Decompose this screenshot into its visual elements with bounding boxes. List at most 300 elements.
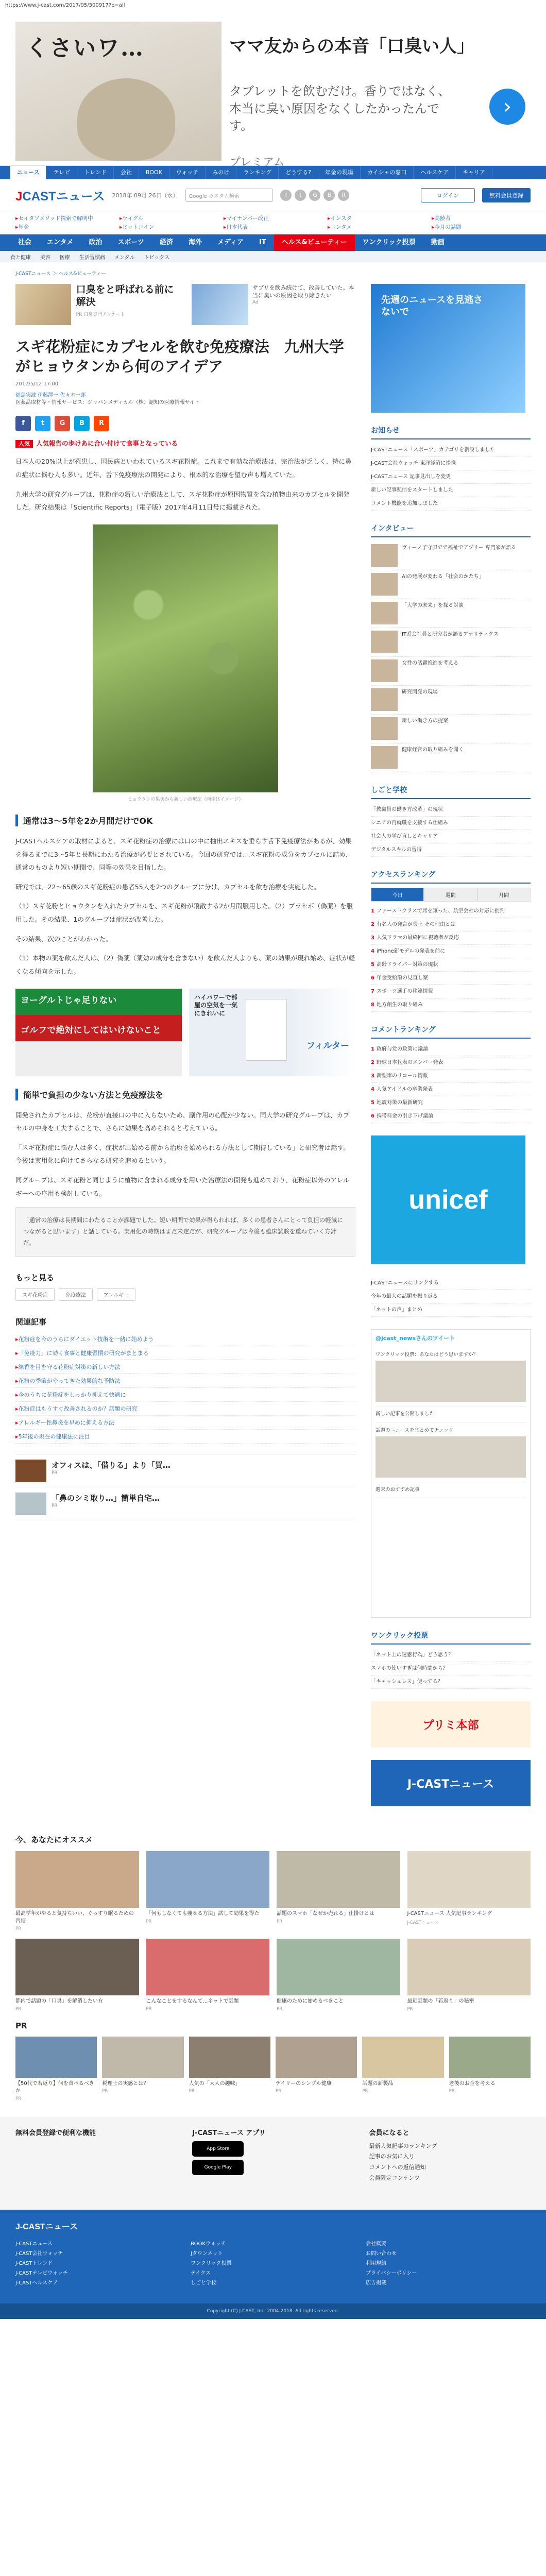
news-item[interactable]: J-CAST会社ウォッチ 東洋経済に提携 bbox=[371, 457, 531, 470]
card-title: J-CASTニュース 人気記事ランキング bbox=[407, 1911, 492, 1917]
card-title: 話題のスマホ「なぜか売れる」仕掛けとは bbox=[277, 1911, 374, 1917]
category-tab[interactable]: メディア bbox=[217, 239, 244, 246]
article-author bbox=[15, 392, 355, 406]
logo-prefix: J bbox=[15, 190, 23, 204]
register-button[interactable]: 無料会員登録 bbox=[482, 188, 531, 202]
partner-link[interactable]: 「ネットの声」まとめ bbox=[371, 1303, 531, 1317]
footer-link[interactable]: Jタウンネット bbox=[191, 2250, 223, 2257]
paragraph: 九州大学の研究グループは、花粉症の新しい治療法として、スギ花粉症が原因物質を含む植物由来のカプセルを開発した。研究結果は「Scientific Reports」（電子版）2017年4月11日号に掲載された。 bbox=[15, 490, 350, 512]
header bbox=[0, 179, 546, 211]
card-source: PR bbox=[15, 1926, 22, 1931]
card-title: 老後のお金を考える bbox=[449, 2080, 496, 2087]
card-image bbox=[277, 1851, 400, 1908]
related-link[interactable]: ▸ 「免疫力」に効く食事と健康習慣の研究がまとまる bbox=[15, 1346, 355, 1360]
poll-item[interactable]: 「ネット上の迷惑行為」どう思う？ bbox=[371, 1649, 531, 1662]
ad-title: オフィスは、「借りる」より「買… bbox=[52, 1460, 170, 1470]
footer-link[interactable]: お問い合わせ bbox=[366, 2250, 397, 2257]
top-ad-bigtext: くさいワ… bbox=[26, 35, 144, 61]
subcategory-link[interactable]: トピックス bbox=[144, 255, 170, 261]
rank-number: 1 bbox=[371, 1046, 374, 1052]
card-image bbox=[277, 1939, 400, 1995]
category-tab[interactable]: エンタメ bbox=[47, 239, 74, 246]
article-title: スギ花粉症にカプセルを飲む免疫療法 九州大学がヒョウタンから何のアイデア bbox=[15, 338, 344, 375]
interview-title: インタビュー bbox=[371, 523, 531, 537]
current-date: 2018年 09月 26日（水） bbox=[112, 192, 179, 199]
perk-item: コメントへの返信通知 bbox=[369, 2164, 426, 2171]
ranking-item[interactable] bbox=[371, 998, 531, 1012]
category-tab[interactable]: 社会 bbox=[18, 239, 32, 246]
brand-banner-1[interactable]: プリミ本部 bbox=[371, 1701, 531, 1748]
school-title: しごと学校 bbox=[371, 785, 531, 799]
recommend-card[interactable] bbox=[146, 1939, 270, 2012]
header-social-icon[interactable]: B bbox=[323, 190, 335, 201]
card-title: 話題の新製品 bbox=[362, 2080, 394, 2087]
interview-text: IT系会社員と研究者が語るアナリティクス bbox=[402, 632, 499, 637]
school-item[interactable]: デジタルスキルの習得 bbox=[371, 843, 531, 857]
twitter-icon[interactable]: t bbox=[35, 416, 50, 431]
logo-text: CASTニュース bbox=[22, 190, 105, 204]
ranking-item[interactable] bbox=[371, 972, 531, 985]
tag-list bbox=[15, 1288, 355, 1301]
site-logo[interactable] bbox=[15, 186, 105, 204]
recommend-card[interactable] bbox=[277, 1851, 400, 1931]
more-title: もっと見る bbox=[15, 1273, 55, 1282]
article-lead bbox=[15, 438, 355, 448]
footer-link[interactable]: 会社概要 bbox=[366, 2241, 386, 2247]
partner-sites-title: PR bbox=[15, 2021, 27, 2030]
tweet[interactable] bbox=[376, 1482, 526, 1498]
interview-item[interactable] bbox=[371, 570, 531, 599]
ranking-item-text: ファーストクラスで席を譲った、航空会社の対応に批判 bbox=[376, 908, 505, 914]
mid-ad-yogurt[interactable] bbox=[15, 989, 182, 1076]
subcategory-link[interactable]: 美容 bbox=[40, 255, 50, 261]
related-link[interactable]: ▸ 花粉の季節がやってきた効果的な予防法 bbox=[15, 1374, 355, 1388]
category-tab[interactable]: ワンクリック投票 bbox=[362, 239, 416, 246]
card-title: 健康のために始めるべきこと bbox=[277, 1998, 344, 2004]
tweet-text: 新しい記事を公開しました bbox=[376, 1411, 435, 1417]
subcategory-link[interactable]: 食と健康 bbox=[10, 255, 31, 261]
partner-link[interactable]: 今年の最大の話題を振り返る bbox=[371, 1290, 531, 1303]
ranking-item[interactable] bbox=[371, 918, 531, 931]
rank-number: 6 bbox=[371, 1113, 374, 1119]
rank-number: 2 bbox=[371, 1060, 374, 1065]
mid-ads bbox=[15, 989, 355, 1076]
tweet[interactable] bbox=[376, 1406, 526, 1422]
trending-link[interactable]: ▸ 今月の話題 bbox=[432, 223, 531, 231]
footer-features bbox=[0, 2117, 546, 2210]
trending-link[interactable]: ▸ エンタメ bbox=[328, 223, 426, 231]
ranking-item[interactable] bbox=[371, 931, 531, 945]
partner-card[interactable] bbox=[15, 2037, 97, 2102]
google-icon[interactable]: G bbox=[55, 416, 70, 431]
interview-item[interactable] bbox=[371, 628, 531, 657]
interview-item[interactable] bbox=[371, 657, 531, 686]
ad-sub: PR bbox=[52, 1470, 58, 1476]
brand-banner-2[interactable]: J-CASTニュース bbox=[371, 1760, 531, 1806]
comment-item-text: 携帯料金の引き下げ議論 bbox=[376, 1113, 433, 1119]
ranking-item-text: iPhone新モデルの発表を前に bbox=[376, 948, 446, 954]
related-link[interactable]: ▸ アレルギー性鼻炎を早めに抑える方法 bbox=[15, 1416, 355, 1430]
top-ad-brand: プレミアム bbox=[229, 156, 285, 169]
footer-link[interactable]: J-CASTテレビウォッチ bbox=[15, 2270, 68, 2276]
comment-item-text: 地震対策の最新研究 bbox=[376, 1100, 423, 1106]
card-source: PR bbox=[275, 2089, 282, 2094]
interview-thumb bbox=[371, 573, 398, 596]
interview-thumb bbox=[371, 717, 398, 740]
lead-text: 人気報告の歩けあに合い付けて食事となっている bbox=[36, 439, 178, 448]
recommend-card[interactable] bbox=[15, 1939, 139, 2012]
app-store-button[interactable]: App Store bbox=[192, 2141, 244, 2157]
interview-text: 新しい働き方の提案 bbox=[402, 718, 448, 724]
card-image bbox=[102, 2037, 183, 2078]
ranking-item[interactable] bbox=[371, 905, 531, 918]
interview-item[interactable] bbox=[371, 541, 531, 570]
copyright: Copyright (C) J-CAST, Inc. 2004-2018. All rights reserved. bbox=[0, 2303, 546, 2319]
ranking-tab[interactable]: 今日 bbox=[371, 888, 424, 902]
category-tab[interactable]: 海外 bbox=[189, 239, 202, 246]
mini-ad-1[interactable] bbox=[15, 284, 181, 325]
topnav-item[interactable]: ランキング bbox=[236, 166, 279, 179]
side-ad[interactable] bbox=[371, 284, 525, 413]
comment-item[interactable] bbox=[371, 1110, 531, 1123]
footer-link[interactable]: しごと学校 bbox=[191, 2280, 216, 2286]
card-source: PR bbox=[277, 2006, 283, 2012]
mid-ad-airpurifier[interactable] bbox=[189, 989, 355, 1076]
card-title: 最近話題の「若返り」の秘密 bbox=[407, 1998, 474, 2004]
ad-title: 「鼻のシミ取り…」簡単自宅… bbox=[52, 1493, 160, 1503]
partner-card[interactable] bbox=[276, 2037, 357, 2102]
header-social-icon[interactable]: R bbox=[338, 190, 349, 201]
trending-link[interactable]: ▸ ウイグル bbox=[120, 214, 218, 222]
partner-card[interactable] bbox=[362, 2037, 443, 2102]
footer-link[interactable]: テイクス bbox=[191, 2270, 211, 2276]
interview-item[interactable] bbox=[371, 686, 531, 715]
news-title: お知らせ bbox=[371, 425, 531, 439]
ranking-item[interactable] bbox=[371, 945, 531, 958]
mid-ad-line2: フィルター bbox=[306, 1040, 349, 1051]
rank-number: 1 bbox=[371, 908, 374, 914]
category-tab[interactable]: ヘルス&ビューティー bbox=[274, 234, 355, 251]
perk-item: 最新人気記事のランキング bbox=[369, 2142, 437, 2149]
mini-ad-title: サプリを飲み続けて、改善していた。本当に臭いの原因を取り除きたい bbox=[252, 284, 354, 299]
subcategory-link[interactable]: メンタル bbox=[114, 255, 135, 261]
partner-card[interactable] bbox=[189, 2037, 270, 2102]
news-item[interactable]: コメント機能を追加しました bbox=[371, 497, 531, 511]
news-item[interactable]: J-CASTニュース 記事見出しを変更 bbox=[371, 470, 531, 484]
related-link[interactable]: ▸ 今のうちに花粉症をしっかり抑えて快適に bbox=[15, 1388, 355, 1402]
comment-ranking bbox=[371, 1024, 531, 1123]
mid-ad-line1: ハイパワーで部屋の空気を一気にきれいに bbox=[194, 993, 238, 1017]
tag-chip[interactable]: スギ花粉症 bbox=[15, 1288, 55, 1301]
footer-link[interactable]: J-CASTヘルスケア bbox=[15, 2280, 58, 2286]
article-datetime: 2017/5/12 17:00 bbox=[15, 381, 59, 387]
header-social-icon[interactable]: G bbox=[309, 190, 320, 201]
interview-thumb bbox=[371, 688, 398, 711]
footer-link[interactable]: 広告掲載 bbox=[366, 2280, 386, 2286]
unicef-banner[interactable]: unicef bbox=[371, 1136, 525, 1264]
card-source: PR bbox=[407, 2006, 413, 2012]
related-link[interactable]: ▸ 5年後の現在の健康法に注目 bbox=[15, 1430, 355, 1444]
comment-item-text: 政府与党の政策に議論 bbox=[376, 1046, 428, 1052]
mini-ad-image bbox=[192, 284, 248, 325]
feature-title: J-CASTニュース アプリ bbox=[192, 2129, 266, 2137]
news-item[interactable]: 新しい記事配信をスタートしました bbox=[371, 484, 531, 497]
school-item[interactable]: シニアの再就職を支援する仕組み bbox=[371, 817, 531, 830]
recommend-card[interactable] bbox=[277, 1939, 400, 2012]
top-ad-body: タブレットを飲むだけ。香りではなく、本当に臭い原因をなくしたかったんです。 bbox=[229, 84, 451, 133]
topnav-item[interactable]: 年金の現場 bbox=[318, 166, 361, 179]
footer-link[interactable]: ワンクリック投票 bbox=[191, 2260, 232, 2266]
main-column bbox=[15, 284, 355, 1819]
card-source: PR bbox=[146, 2006, 152, 2012]
mid-ad-line1: ヨーグルトじゃ足りない bbox=[21, 995, 117, 1006]
topnav-item[interactable]: みのけ bbox=[206, 166, 236, 179]
twitter-widget[interactable] bbox=[371, 1329, 531, 1618]
related-link[interactable]: ▸ 花粉症はもうすぐ改善されるのか？話題の研究 bbox=[15, 1402, 355, 1416]
dog-image bbox=[77, 78, 175, 161]
footer-link[interactable]: J-CASTトレンド bbox=[15, 2260, 53, 2266]
news-item[interactable]: J-CASTニュース「スポーツ」カテゴリを新設しました bbox=[371, 444, 531, 457]
ranking-item-text: 有名人の発言が炎上 その理由とは bbox=[376, 922, 456, 927]
ad-thumb bbox=[15, 1493, 46, 1515]
interview-item[interactable] bbox=[371, 715, 531, 743]
social-icons bbox=[280, 190, 349, 201]
comment-title: コメントランキング bbox=[371, 1024, 531, 1039]
category-tab[interactable]: スポーツ bbox=[117, 239, 144, 246]
poll-item[interactable]: 「キャッシュレス」使ってる？ bbox=[371, 1675, 531, 1689]
card-image bbox=[146, 1851, 270, 1908]
trending-link[interactable]: ▸ マイナンバー改正 bbox=[224, 214, 322, 222]
category-tab[interactable]: IT bbox=[259, 239, 266, 246]
stack-ad[interactable] bbox=[15, 1454, 355, 1487]
paragraph: 同グループは、スギ花粉と同じように植物に含まれる成分を用いた治療法の開発も進めており、花粉症以外のアレルギーへの応用も検討している。 bbox=[15, 1176, 350, 1197]
paragraph: その結果、次のことがわかった。 bbox=[15, 935, 112, 943]
recommend-card[interactable] bbox=[146, 1851, 270, 1931]
photo-caption: ヒョウタンの果実から新しい治療法（画像はイメージ） bbox=[127, 796, 244, 802]
card-source: PR bbox=[102, 2089, 108, 2094]
school-item[interactable]: 社会人の学び直しとキャリア bbox=[371, 830, 531, 843]
card-image bbox=[276, 2037, 357, 2078]
login-button[interactable]: ログイン bbox=[421, 188, 475, 202]
tweet-image bbox=[376, 1361, 526, 1402]
comment-item[interactable] bbox=[371, 1096, 531, 1110]
trending-link[interactable]: ▸ セイタソメソッド探索で解明中 bbox=[15, 214, 114, 222]
lead-badge: 人気 bbox=[15, 440, 33, 448]
section-heading: 通常は3〜5年を2か月間だけでOK bbox=[15, 815, 355, 826]
partner-card[interactable] bbox=[102, 2037, 183, 2102]
google-play-button[interactable]: Google Play bbox=[192, 2160, 244, 2175]
tweet-text: ワンクリック投票：あなたはどう思いますか？ bbox=[376, 1352, 478, 1358]
header-social-icon[interactable]: f bbox=[280, 190, 292, 201]
topnav-item[interactable]: BOOK bbox=[139, 166, 169, 179]
footer-link[interactable]: J-CAST会社ウォッチ bbox=[15, 2250, 63, 2257]
facebook-icon[interactable]: f bbox=[15, 416, 31, 431]
card-title: 最高学年がやると気持ちいい、ぐっすり眠るための習慣 bbox=[15, 1911, 134, 1924]
related-link[interactable]: ▸ 線香を目を守る花粉症対策の新しい方法 bbox=[15, 1360, 355, 1374]
mini-ad-sub: PR 口臭専門アンケート bbox=[76, 312, 125, 317]
top-ad[interactable] bbox=[0, 11, 546, 169]
card-title: デイリーのシンプル健康 bbox=[275, 2080, 332, 2087]
header-social-icon[interactable]: t bbox=[295, 190, 306, 201]
ad-sub: PR bbox=[52, 1503, 58, 1509]
recommend-card[interactable] bbox=[15, 1851, 139, 1931]
interview-item[interactable] bbox=[371, 599, 531, 628]
card-title: こんなことをするなんて…ネットで話題 bbox=[146, 1998, 239, 2004]
mini-ad-title: 口臭をと呼ばれる前に解決 bbox=[76, 284, 174, 308]
category-tab[interactable]: 政治 bbox=[89, 239, 103, 246]
mid-ad-line2: ゴルフで絶対にしてはいけないこと bbox=[21, 1025, 161, 1036]
paragraph: （1）本物の薬を飲んだ人は、（2）偽薬（薬効の成分を含まない）を飲んだ人よりも、薬の効果が現れ始め、症状が軽くなる傾向を示した。 bbox=[15, 954, 355, 975]
topnav-item[interactable]: ウォッチ bbox=[169, 166, 206, 179]
ranking-tab[interactable]: 週間 bbox=[424, 888, 477, 902]
poll-item[interactable]: スマホの使いすぎは何時間から？ bbox=[371, 1662, 531, 1675]
interview-text: AIの発展が変わる「社会のかたち」 bbox=[402, 574, 484, 580]
search-input[interactable]: Google カスタム検索 bbox=[185, 189, 273, 202]
tweet-text: 話題のニュースをまとめてチェック bbox=[376, 1427, 454, 1433]
ranking-item-text: スポーツ選手の移籍情報 bbox=[376, 989, 433, 994]
author-note: 医薬品取材等・情報サービス：ジャパンメディカル（株）認知の医療情報サイト bbox=[15, 400, 200, 406]
recommend-card[interactable] bbox=[407, 1851, 531, 1931]
category-tab[interactable]: 動画 bbox=[431, 239, 445, 246]
card-source: PR bbox=[449, 2089, 455, 2094]
comment-item[interactable] bbox=[371, 1043, 531, 1056]
trending-link[interactable]: ▸ 高齢者 bbox=[432, 214, 531, 222]
comment-item[interactable] bbox=[371, 1070, 531, 1083]
article-photo bbox=[93, 524, 278, 792]
sidebar bbox=[371, 284, 531, 1819]
card-source: J-CASTニュース bbox=[407, 1920, 439, 1925]
ranking-item-text: 高齢ドライバー対策の現状 bbox=[376, 962, 438, 968]
more-section bbox=[15, 1272, 355, 1301]
recommend-card[interactable] bbox=[407, 1939, 531, 2012]
tweet-image bbox=[376, 1436, 526, 1478]
chevron-right-icon[interactable]: › bbox=[489, 89, 525, 125]
author-name[interactable]: 福島実波 伊藤澤一 佐々木一郎 bbox=[15, 393, 86, 399]
related-link[interactable]: ▸ 花粉症を今のうちにダイエット技術を一緒に始めよう bbox=[15, 1332, 355, 1346]
trending-link[interactable]: ▸ 年金 bbox=[15, 223, 114, 231]
twitter-title: @jcast_newsさんのツイート bbox=[376, 1335, 455, 1342]
rank-number: 3 bbox=[371, 935, 374, 941]
poll-title: ワンクリック投票 bbox=[371, 1630, 531, 1645]
category-tab[interactable]: 経済 bbox=[160, 239, 174, 246]
paragraph: 日本人の20%以上が罹患し、国民病といわれているスギ花粉症。これまで有効な治療法は、完治法が乏しく、特に鼻の症状に悩む人も多い。近年、舌下免疫療法の開発により、根本的な治療を望む声も増えていた。 bbox=[15, 457, 352, 479]
article-body bbox=[15, 455, 355, 1256]
interview-thumb bbox=[371, 659, 398, 682]
related-articles bbox=[15, 1316, 355, 1444]
card-source: PR bbox=[277, 1919, 283, 1924]
footer-link[interactable]: プライバシーポリシー bbox=[366, 2270, 417, 2276]
footer-link[interactable]: J-CASTニュース bbox=[15, 2241, 53, 2247]
rank-number: 4 bbox=[371, 948, 374, 954]
paragraph: 「スギ花粉症に悩む人は多く、症状が出始める前から治療を始められる方法として期待している」と研究者は話す。今後は実用化に向けてさらなる研究を進めるという。 bbox=[15, 1143, 350, 1165]
interview-item[interactable] bbox=[371, 743, 531, 772]
reddit-icon[interactable]: R bbox=[94, 416, 109, 431]
topnav-item[interactable]: ニュース bbox=[10, 166, 46, 179]
subcategory-link[interactable]: 生活習慣病 bbox=[79, 255, 105, 261]
mini-ad-2[interactable] bbox=[192, 284, 355, 325]
trending-links bbox=[0, 211, 546, 234]
topnav-item[interactable]: 会社 bbox=[114, 166, 139, 179]
card-image bbox=[146, 1939, 270, 1995]
card-image bbox=[362, 2037, 443, 2078]
card-title: 「何もしなくても痩せる方法」試して効果を得た bbox=[146, 1911, 260, 1917]
feature-title: 会員になると bbox=[369, 2129, 410, 2137]
school-item[interactable]: 「教職員の働き方改革」の現状 bbox=[371, 803, 531, 817]
interview-thumb bbox=[371, 631, 398, 653]
partner-link[interactable]: J-CASTニュースにリンクする bbox=[371, 1277, 531, 1290]
category-nav bbox=[0, 234, 546, 251]
interview-thumb bbox=[371, 746, 398, 769]
interview-thumb bbox=[371, 602, 398, 624]
topnav-item[interactable]: キャリア bbox=[456, 166, 492, 179]
tag-chip[interactable]: 免疫療法 bbox=[59, 1288, 93, 1301]
ranking-item-text: 年金受給額の見直し案 bbox=[376, 975, 428, 981]
footer-link[interactable]: BOOKウォッチ bbox=[191, 2241, 226, 2247]
comment-item[interactable] bbox=[371, 1056, 531, 1070]
card-image bbox=[15, 1851, 139, 1908]
trending-link[interactable]: ▸ インスタ bbox=[328, 214, 426, 222]
topnav-item[interactable]: トレンド bbox=[77, 166, 114, 179]
topnav-item[interactable]: どうする? bbox=[279, 166, 318, 179]
feature-title: 無料会員登録で便利な機能 bbox=[15, 2129, 96, 2137]
card-image bbox=[449, 2037, 531, 2078]
comment-item-text: 新型車のリコール情報 bbox=[376, 1073, 428, 1079]
recommend-section bbox=[0, 1834, 546, 2102]
card-source: PR bbox=[146, 1919, 152, 1924]
paragraph: 開発されたカプセルは、花粉が直接口の中に入らないため、副作用の心配が少ない。同大学の研究グループは、カプセルの中身を工夫することで、さらに効果を高められると考えている。 bbox=[15, 1111, 350, 1132]
rank-number: 6 bbox=[371, 975, 374, 981]
footer bbox=[0, 2210, 546, 2303]
topnav-item[interactable]: テレビ bbox=[46, 166, 77, 179]
card-source: PR bbox=[15, 2096, 22, 2102]
ranking-item[interactable] bbox=[371, 985, 531, 998]
hatena-icon[interactable]: B bbox=[74, 416, 90, 431]
ranking-item[interactable] bbox=[371, 958, 531, 972]
perk-item: 会員限定コンテンツ bbox=[369, 2175, 420, 2182]
footer-link[interactable]: 利用規約 bbox=[366, 2260, 386, 2266]
topnav-item[interactable]: ヘルスケア bbox=[414, 166, 456, 179]
mini-ad-image bbox=[15, 284, 71, 325]
access-title: アクセスランキング bbox=[371, 869, 531, 884]
tag-chip[interactable]: アレルギー bbox=[97, 1288, 135, 1301]
trending-link[interactable]: ▸ ビットコイン bbox=[120, 223, 218, 231]
card-source: PR bbox=[362, 2089, 368, 2094]
partner-card[interactable] bbox=[449, 2037, 531, 2102]
card-title: 都内で話題の「口臭」を解消したい方 bbox=[15, 1998, 103, 2004]
tweet[interactable] bbox=[376, 1347, 526, 1406]
topnav-item[interactable]: カイシャの窓口 bbox=[361, 166, 414, 179]
side-ad-text: 先週のニュースを見逃さないで bbox=[381, 295, 483, 318]
card-title: 税理士の実感とは？ bbox=[102, 2080, 149, 2087]
comment-item[interactable] bbox=[371, 1083, 531, 1096]
card-image bbox=[15, 1939, 139, 1995]
interview-text: 研究開発の現場 bbox=[402, 689, 438, 695]
tweet[interactable] bbox=[376, 1423, 526, 1482]
subcategory-nav bbox=[0, 251, 546, 262]
url-bar[interactable]: https://www.j-cast.com/2017/05/300917?p=all bbox=[0, 0, 546, 11]
breadcrumb[interactable]: J-CASTニュース ＞ ヘルス&ビューティー bbox=[15, 271, 106, 277]
ranking-item-text: 人気ドラマの最終回に視聴者が反応 bbox=[376, 935, 459, 941]
ranking-tab[interactable]: 月間 bbox=[477, 888, 531, 902]
stack-ad[interactable] bbox=[15, 1487, 355, 1520]
subcategory-link[interactable]: 医療 bbox=[60, 255, 70, 261]
interview-text: 女性の活躍推進を考える bbox=[402, 660, 458, 666]
card-source: PR bbox=[15, 2006, 22, 2012]
trending-link[interactable]: ▸ 日本代表 bbox=[224, 223, 322, 231]
related-title: 関連記事 bbox=[15, 1317, 47, 1327]
footer-logo[interactable]: J-CASTニュース bbox=[15, 2222, 78, 2231]
top-ad-headline[interactable]: ママ友からの本音「口臭い人」 bbox=[229, 36, 474, 57]
